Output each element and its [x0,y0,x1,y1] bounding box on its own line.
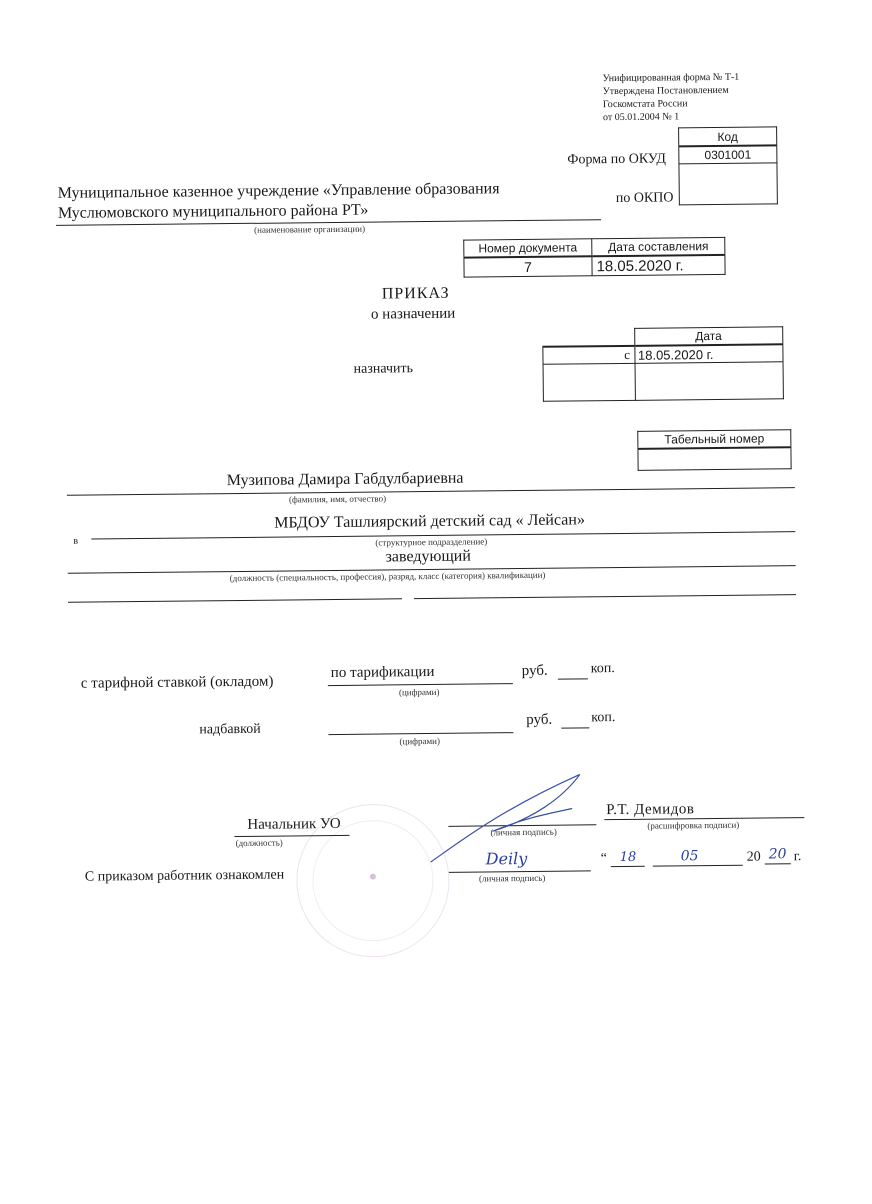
date-year-underline [765,863,791,864]
form-header-line2: Утверждена Постановлением [602,84,729,98]
organization-caption: (наименование организации) [254,223,366,235]
appoint-to-date [635,362,784,401]
employee-name-underline [67,487,795,496]
acquainted-label: С приказом работник ознакомлен [84,867,285,885]
appoint-from-date: 18.05.2020 г. [634,344,783,363]
department-caption: (структурное подразделение) [375,536,488,548]
rate-digits-caption: (цифрами) [398,686,440,698]
department-name: МБДОУ Ташлиярский детский сад « Лейсан» [274,511,586,532]
employee-signature: Deily [485,848,528,869]
date-year-prefix: 20 [746,849,761,865]
employee-signature-caption: (личная подпись) [478,872,546,884]
bonus-digits-caption: (цифрами) [399,735,440,747]
date-day: 18 [619,849,637,866]
okud-value: 0301001 [679,145,777,164]
form-header-line3: Госкомстата России [602,98,688,111]
bonus-label: надбавкой [199,721,261,738]
bonus-rub: руб. [526,711,553,728]
employee-name: Музипова Дамира Габдулбариевна [226,469,464,490]
codes-table [678,126,778,205]
in-label: в [73,535,79,547]
tab-number-value [638,447,791,470]
tab-number-table [637,429,791,471]
form-header [602,71,739,124]
date-month: 05 [680,848,699,865]
order-title: ПРИКАЗ [381,284,450,303]
appoint-label: назначить [353,361,414,377]
date-year-end: г. [793,849,802,865]
date-year-suffix: 20 [768,846,787,863]
appoint-from-label: с [543,346,635,364]
appoint-date-header: Дата [634,327,783,346]
date-month-underline [653,865,743,867]
position-caption: (должность (специальность, профессия), разряд, класс (категория) квалификации) [229,569,546,584]
form-header-line4: от 05.01.2004 № 1 [602,111,680,124]
signer-position: Начальник УО [247,815,341,833]
signer-signature-caption: (личная подпись) [490,826,557,838]
employee-name-caption: (фамилия, имя, отчество) [288,493,387,505]
doc-date-header: Дата составления [592,237,725,256]
okpo-value [679,163,777,205]
form-header-line1: Унифицированная форма № Т-1 [602,71,740,85]
doc-number-value: 7 [464,256,592,277]
rate-kop: коп. [590,661,615,677]
organization-line1: Муниципальное казенное учреждение «Управление образования [57,180,500,202]
okud-label: Форма по ОКУД [567,151,667,168]
bonus-kop: коп. [591,710,616,726]
organization-name [58,179,500,224]
rate-value: по тарификации [330,663,435,682]
rate-kop-underline [558,678,588,679]
tab-number-header: Табельный номер [638,430,791,449]
doc-table [463,237,725,278]
signer-name-caption: (расшифровка подписи) [647,819,740,831]
rate-label: с тарифной ставкой (окладом) [80,673,274,692]
appoint-date-table [542,326,784,402]
doc-number-header: Номер документа [464,239,592,258]
doc-date-value: 18.05.2020 г. [592,255,725,276]
date-day-underline [611,866,645,867]
code-header: Код [679,127,777,147]
okpo-label: по ОКПО [615,190,674,207]
organization-line2: Муслюмовского муниципального района РТ» [57,201,369,222]
signer-position-caption: (должность) [235,837,283,849]
signer-name: Р.Т. Демидов [606,801,695,819]
extra-underline-left [68,598,402,602]
bonus-kop-underline [561,727,589,728]
date-quote-open: “ [600,851,608,867]
bonus-underline [328,732,513,735]
rate-rub: руб. [521,662,548,680]
position-name: заведующий [385,547,471,566]
order-subtitle: о назначении [370,305,456,323]
rate-underline [328,683,513,686]
extra-underline-right [414,594,796,599]
